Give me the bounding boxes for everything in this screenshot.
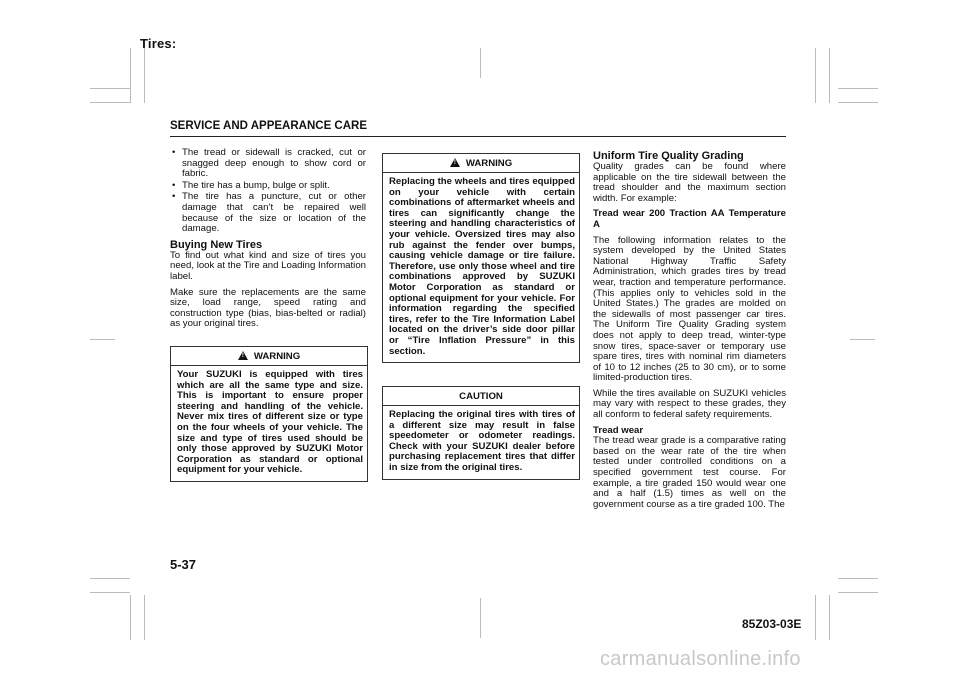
- crop-mark: [815, 48, 816, 103]
- crop-mark: [838, 592, 878, 593]
- warning-label: WARNING: [465, 158, 513, 169]
- crop-mark: [829, 48, 830, 103]
- warning-box-left: [170, 346, 368, 482]
- paragraph: While the tires available on SUZUKI vehicles may vary with respect to these grades, they all conform to federal safety requirements.: [593, 387, 786, 421]
- caution-box: [382, 386, 580, 480]
- list-item: • The tire has a puncture, cut or other damage that can’t be repaired well because of the size or location of the damage.: [182, 192, 366, 234]
- warning-text: Your SUZUKI is equipped with tires which are all the same type and size. This is important to ensure proper steering and handling of the vehicle. Never mix tires of different size or type on the four wheels of your vehicle. The size and type of tires used should be only those approved by SUZUKI Motor Corporation as standard or optional equipment for your vehicle.: [177, 369, 363, 476]
- paragraph: The following information relates to the system developed by the United States National Highway Traffic Safety Administration, which grades tires by tread wear, traction and temperature performance. (This applies only to vehicles sold in the United States.) The grades are molded on the sidewalls of most passenger car tires. The Uniform Tire Quality Grading system does not apply to deep tread, winter-type snow tires, space-saver or temporary use spare tires, tires with nominal rim diameters of 10 to 12 inches (25 to 30 cm), or to some limited-production tires.: [593, 234, 786, 384]
- warning-label: WARNING: [253, 351, 301, 362]
- left-column: [170, 148, 366, 335]
- grade-example: Tread wear 200 Traction AA Temperature A: [593, 208, 786, 230]
- crop-mark: [90, 88, 130, 89]
- paragraph: Make sure the replacements are the same size, load range, speed rating and construction type (bias, bias-belted or radial) as your original tires.: [170, 286, 366, 330]
- document-code: 85Z03-03E: [742, 617, 802, 631]
- crop-mark: [90, 592, 130, 593]
- crop-mark: [90, 339, 115, 340]
- caution-label: CAUTION: [383, 387, 579, 406]
- list-item: • The tire has a bump, bulge or split.: [182, 181, 366, 192]
- crop-mark: [838, 102, 878, 103]
- section-title: SERVICE AND APPEARANCE CARE: [170, 120, 368, 132]
- paragraph: The tread wear grade is a comparative rating based on the wear rate of the tire when tested under controlled conditions on a specified government test course. For example, a tire graded 150 would wear one and a half (1.5) times as well on the government course as a tire graded 100. The: [593, 435, 786, 510]
- page-number: 5-37: [170, 557, 197, 572]
- list-item: • The tread or sidewall is cracked, cut or snagged deep enough to show cord or fabric.: [182, 148, 366, 180]
- warning-triangle-icon: !: [450, 158, 460, 167]
- crop-mark: [829, 595, 830, 640]
- watermark: carmanualsonline.info: [600, 648, 801, 670]
- warning-header: [171, 347, 367, 366]
- right-column: [593, 150, 786, 515]
- paragraph: To find out what kind and size of tires you need, look at the Tire and Loading Information label.: [170, 249, 366, 282]
- caution-text: Replacing the original tires with tires of a different size may result in false speedometer or odometer readings. Check with your SUZUKI dealer before purchasing replacement tires that differ in size from the original tires.: [389, 409, 575, 473]
- crop-mark: [480, 48, 481, 78]
- subheading-tread-wear: Tread wear: [593, 424, 644, 436]
- warning-text: Replacing the wheels and tires equipped on your vehicle with certain combinations of aftermarket wheels and tires can significantly change the steering and handling characteristics of your vehicle. Oversized tires may also rub against the fender over bumps, causing vehicle damage or tire failure. Therefore, use only those wheel and tire combinations approved by SUZUKI Motor Corporation as standard or optional equipment for your vehicle. For information regarding the specified tires, refer to the Tire Information Label located on the driver’s side door pillar or “Tire Inflation Pressure” in this section.: [389, 176, 575, 357]
- paragraph: Quality grades can be found where applicable on the tire sidewall between the tread shoulder and the maximum section width. For example:: [593, 161, 786, 204]
- crop-mark: [838, 88, 878, 89]
- warning-triangle-icon: !: [238, 351, 248, 360]
- crop-mark: [90, 102, 130, 103]
- heading-uniform-tire-quality-grading: Uniform Tire Quality Grading: [593, 150, 744, 162]
- crop-mark: [130, 48, 131, 103]
- bullet-list: [170, 148, 366, 235]
- crop-mark: [90, 578, 130, 579]
- crop-mark: [850, 339, 875, 340]
- heading-buying-new-tires: Buying New Tires: [170, 238, 263, 251]
- crop-mark: [480, 598, 481, 638]
- crop-mark: [838, 578, 878, 579]
- crop-mark: [144, 48, 145, 103]
- crop-mark: [815, 595, 816, 640]
- warning-header: [383, 154, 579, 173]
- crop-mark: [144, 595, 145, 640]
- header-rule: [170, 136, 786, 137]
- warning-box-middle: [382, 153, 580, 363]
- crop-mark: [130, 595, 131, 640]
- running-title: Tires:: [140, 36, 177, 51]
